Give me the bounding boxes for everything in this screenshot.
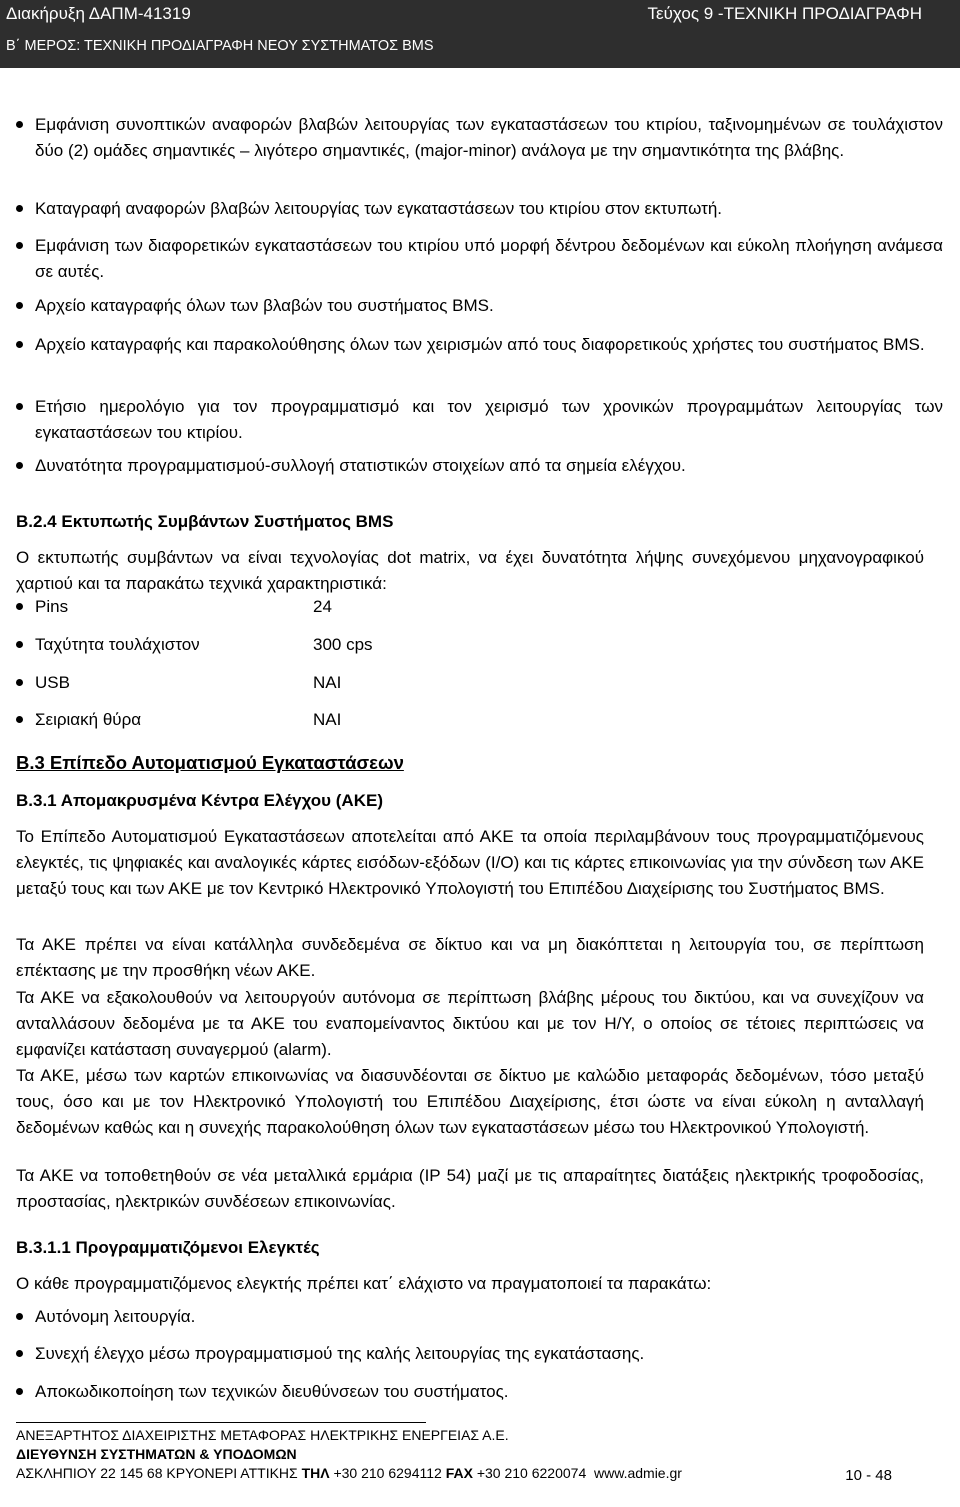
spec-label: Ταχύτητα τουλάχιστον: [35, 635, 200, 654]
document-id: Διακήρυξη ΔΑΠΜ-41319: [6, 4, 191, 23]
paragraph: Τα ΑΚΕ να εξακολουθούν να λειτουργούν αυτόνομα σε περίπτωση βλάβης μέρους του δικτύου, και να συνεχίζουν να ανταλλάσουν δεδομένα με τα ΑΚΕ του εναπομείναντος δικτύου και με τον Η/Υ, ο οποίος σε τέτοιες περιπτώσεις να εμφανίζει κατάσταση συναγερμού (alarm).: [16, 988, 924, 1059]
spec-value: ΝΑΙ: [313, 710, 342, 729]
page-header: [0, 0, 960, 68]
spec-row: [16, 594, 635, 620]
spec-value: 300 cps: [313, 635, 373, 654]
list-item: Εμφάνιση των διαφορετικών εγκαταστάσεων του κτιρίου υπό μορφή δέντρου δεδομένων και εύκολη πλοήγηση ανάμεσα σε αυτές.: [16, 233, 943, 285]
spec-label: USB: [35, 673, 70, 692]
part-title: Β΄ ΜΕΡΟΣ: ΤΕΧΝΙΚΗ ΠΡΟΔΙΑΓΡΑΦΗ ΝΕΟΥ ΣΥΣΤΗΜΑΤΟΣ BMS: [6, 38, 434, 54]
spec-row: [16, 632, 635, 658]
section-heading-b31: Β.3.1 Απομακρυσμένα Κέντρα Ελέγχου (ΑΚΕ): [16, 791, 383, 810]
list-item: Καταγραφή αναφορών βλαβών λειτουργίας των εγκαταστάσεων του κτιρίου στον εκτυπωτή.: [16, 196, 943, 222]
list-item: Δυνατότητα προγραμματισμού-συλλογή στατιστικών στοιχείων από τα σημεία ελέγχου.: [16, 453, 943, 479]
bullet-icon: [16, 679, 23, 686]
bullet-icon: [16, 205, 23, 212]
bullet-icon: [16, 716, 23, 723]
spec-label: Σειριακή θύρα: [35, 710, 142, 729]
volume-title: Τεύχος 9 -ΤΕΧΝΙΚΗ ΠΡΟΔΙΑΓΡΑΦΗ: [647, 4, 922, 23]
section-heading-b311: Β.3.1.1 Προγραμματιζόμενοι Ελεγκτές: [16, 1238, 320, 1257]
spec-value: ΝΑΙ: [313, 673, 342, 692]
list-item: Ετήσιο ημερολόγιο για τον προγραμματισμό και τον χειρισμό των χρονικών προγραμμάτων λειτουργίας των εγκαταστάσεων του κτιρίου.: [16, 394, 943, 446]
contact-line: ΑΣΚΛΗΠΙΟΥ 22 145 68 ΚΡΥΟΝΕΡΙ ΑΤΤΙΚΗΣ ΤΗΛ +30 210 6294112 FAX +30 210 6220074 www.admie.gr: [16, 1465, 682, 1481]
bullet-icon: [16, 1350, 23, 1357]
page-footer: [16, 1426, 946, 1483]
spec-row: [16, 670, 635, 696]
page-number: 10 - 48: [845, 1467, 892, 1484]
department-name: ΔΙΕΥΘΥΝΣΗ ΣΥΣΤΗΜΑΤΩΝ & ΥΠΟΔΟΜΩΝ: [16, 1446, 297, 1462]
paragraph: Τα ΑΚΕ να τοποθετηθούν σε νέα μεταλλικά ερμάρια (IP 54) μαζί με τις απαραίτητες διατάξεις ηλεκτρικής τροφοδοσίας, προστασίας, ηλεκτρικών συνδέσεων επικοινωνίας.: [16, 1166, 924, 1211]
footer-divider: [16, 1422, 426, 1423]
bullet-icon: [16, 603, 23, 610]
paragraph: Τα ΑΚΕ πρέπει να είναι κατάλληλα συνδεδεμένα σε δίκτυο και να μη διακόπτεται η λειτουργία του, σε περίπτωση επέκτασης με την προσθήκη νέων ΑΚΕ.: [16, 935, 924, 980]
bullet-icon: [16, 302, 23, 309]
section-b311-intro: Ο κάθε προγραμματιζόμενος ελεγκτής πρέπει κατ΄ ελάχιστο να πραγματοποιεί τα παρακάτω:: [16, 1274, 712, 1293]
bullet-icon: [16, 1388, 23, 1395]
list-item: Εμφάνιση συνοπτικών αναφορών βλαβών λειτουργίας των εγκαταστάσεων του κτιρίου, ταξινομημένων σε τουλάχιστον δύο (2) ομάδες σημαντικές – λιγότερο σημαντικές, (major-minor) ανάλογα με την σημαντικότητα της βλάβης.: [16, 112, 943, 164]
list-item: Συνεχή έλεγχο μέσω προγραμματισμού της καλής λειτουργίας της εγκατάστασης.: [16, 1341, 943, 1367]
list-item: Αυτόνομη λειτουργία.: [16, 1304, 943, 1330]
section-heading-b24: Β.2.4 Εκτυπωτής Συμβάντων Συστήματος BMS: [16, 512, 394, 531]
company-name: ΑΝΕΞΑΡΤΗΤΟΣ ΔΙΑΧΕΙΡΙΣΤΗΣ ΜΕΤΑΦΟΡΑΣ ΗΛΕΚΤΡΙΚΗΣ ΕΝΕΡΓΕΙΑΣ Α.Ε.: [16, 1427, 509, 1443]
section-b24-intro: Ο εκτυπωτής συμβάντων να είναι τεχνολογίας dot matrix, να έχει δυνατότητα λήψης συνεχόμενου μηχανογραφικού χαρτιού και τα παρακάτω τεχνικά χαρακτηριστικά:: [16, 548, 924, 593]
spec-label: Pins: [35, 597, 69, 616]
website-link[interactable]: www.admie.gr: [594, 1465, 682, 1481]
bullet-icon: [16, 403, 23, 410]
bullet-icon: [16, 121, 23, 128]
list-item: Αποκωδικοποίηση των τεχνικών διευθύνσεων του συστήματος.: [16, 1379, 943, 1405]
bullet-icon: [16, 462, 23, 469]
bullet-icon: [16, 1313, 23, 1320]
paragraph: Το Επίπεδο Αυτοματισμού Εγκαταστάσεων αποτελείται από ΑΚΕ τα οποία περιλαμβάνουν τους προγραμματιζόμενους ελεγκτές, τις ψηφιακές και αναλογικές κάρτες εισόδων-εξόδων (I/O) και τις κάρτες επικοινωνίας για την σύνδεση των ΑΚΕ μεταξύ τους και των ΑΚΕ με τον Κεντρικό Ηλεκτρονικό Υπολογιστή του Επιπέδου Διαχείρισης του Συστήματος BMS.: [16, 827, 924, 898]
list-item: Αρχείο καταγραφής όλων των βλαβών του συστήματος BMS.: [16, 293, 943, 319]
section-heading-b3: Β.3 Επίπεδο Αυτοματισμού Εγκαταστάσεων: [16, 752, 404, 773]
list-item: Αρχείο καταγραφής και παρακολούθησης όλων των χειρισμών από τους διαφορετικούς χρήστες του συστήματος BMS.: [16, 332, 943, 358]
bullet-icon: [16, 341, 23, 348]
spec-row: [16, 707, 635, 733]
paragraph: Τα ΑΚΕ, μέσω των καρτών επικοινωνίας να διασυνδέονται σε δίκτυο με καλώδιο μεταφοράς δεδομένων, τόσο μεταξύ τους, όσο και με τον Ηλεκτρονικό Υπολογιστή του Επιπέδου Διαχείρισης, έτσι ώστε να είναι εύκολη η ανταλλαγή δεδομένων καθώς και η συνεχής παρακολούθηση όλων των εγκαταστάσεων μέσω του Ηλεκτρονικού Υπολογιστή.: [16, 1066, 924, 1137]
bullet-icon: [16, 242, 23, 249]
bullet-icon: [16, 641, 23, 648]
spec-value: 24: [313, 597, 332, 616]
